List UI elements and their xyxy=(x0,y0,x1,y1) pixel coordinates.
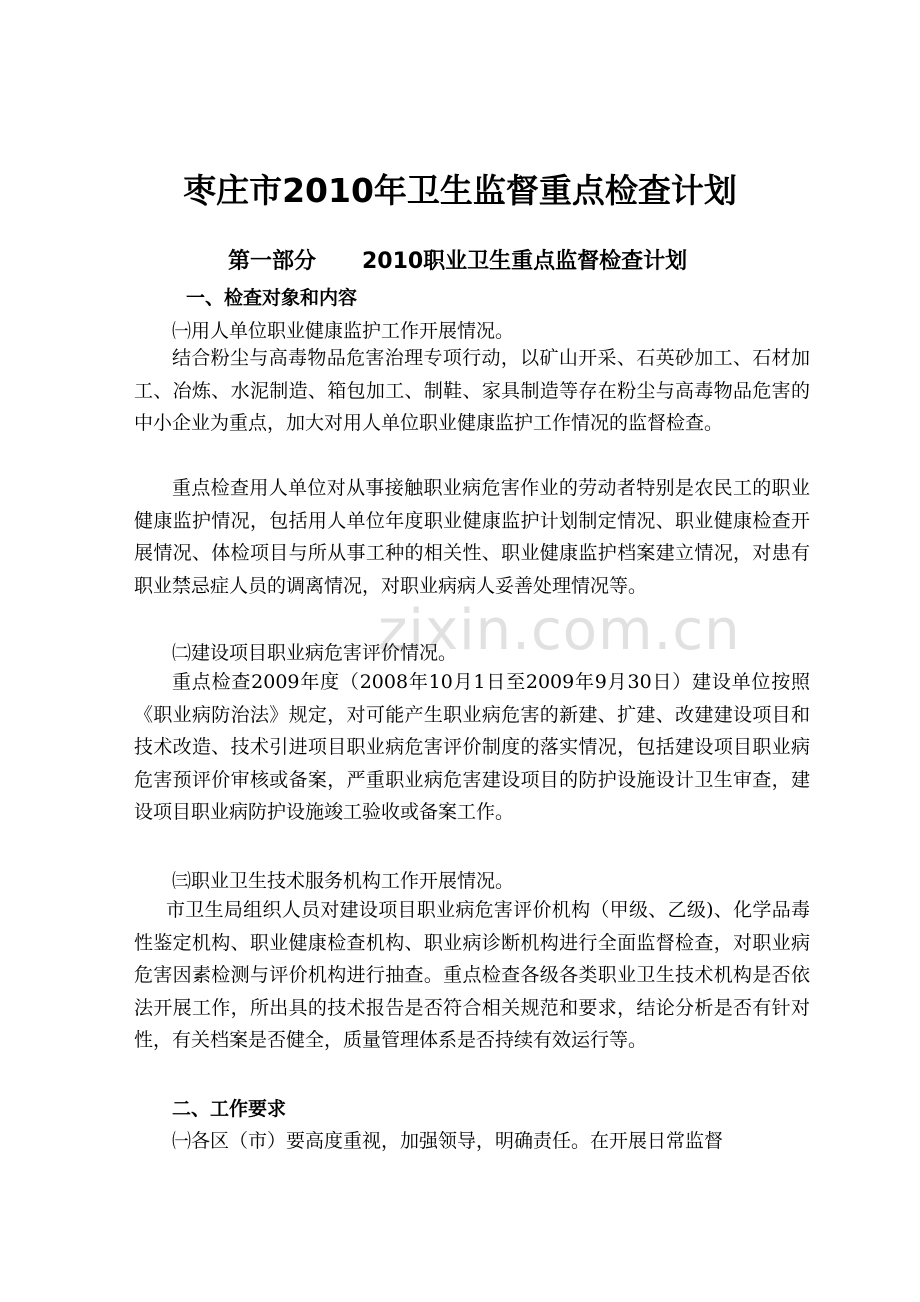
document-title: 枣庄市2010年卫生监督重点检查计划 xyxy=(183,171,737,210)
paragraph-4: 市卫生局组织人员对建设项目职业病危害评价机构（甲级、乙级)、化学品毒性鉴定机构、职业健康检查机构、职业病诊断机构进行全面监督检查，对职业病危害因素检测与评价机构进行抽查。重点检查各级各类职业卫生技术机构是否依法开展工作，所出具的技术报告是否符合相关规范和要求，结论分析是否有针对性，有关档案是否健全，质量管理体系是否持续有效运行等。 xyxy=(134,899,810,1052)
section-heading-2: 二、工作要求 xyxy=(172,1098,287,1120)
item-heading-3: ㈢职业卫生技术服务机构工作开展情况。 xyxy=(172,870,515,892)
paragraph-2: 重点检查用人单位对从事接触职业病危害作业的劳动者特别是农民工的职业健康监护情况，包括用人单位年度职业健康监护计划制定情况、职业健康检查开展情况、体检项目与所从事工种的相关性、职业健康监护档案建立情况，对患有职业禁忌症人员的调离情况，对职业病病人妥善处理情况等。 xyxy=(134,477,810,597)
paragraph-1: 结合粉尘与高毒物品危害治理专项行动，以矿山开采、石英砂加工、石材加工、冶炼、水泥制造、箱包加工、制鞋、家具制造等存在粉尘与高毒物品危害的中小企业为重点，加大对用人单位职业健康监护工作情况的监督检查。 xyxy=(134,347,810,435)
section-heading-1: 一、检查对象和内容 xyxy=(186,287,358,309)
watermark: zixin.com.cn xyxy=(378,598,741,663)
item-heading-4: ㈠各区（市）要高度重视，加强领导，明确责任。在开展日常监督 xyxy=(172,1130,724,1152)
part-title: 第一部分 2010职业卫生重点监督检查计划 xyxy=(228,249,688,274)
paragraph-3: 重点检查2009年度（2008年10月1日至2009年9月30日）建设单位按照《职业病防治法》规定，对可能产生职业病危害的新建、扩建、改建建设项目和技术改造、技术引进项目职业病危害评价制度的落实情况，包括建设项目职业病危害预评价审核或备案，严重职业病危害建设项目的防护设施设计卫生审查，建设项目职业病防护设施竣工验收或备案工作。 xyxy=(134,671,810,824)
item-heading-1: ㈠用人单位职业健康监护工作开展情况。 xyxy=(172,320,515,342)
item-heading-2: ㈡建设项目职业病危害评价情况。 xyxy=(172,642,458,664)
